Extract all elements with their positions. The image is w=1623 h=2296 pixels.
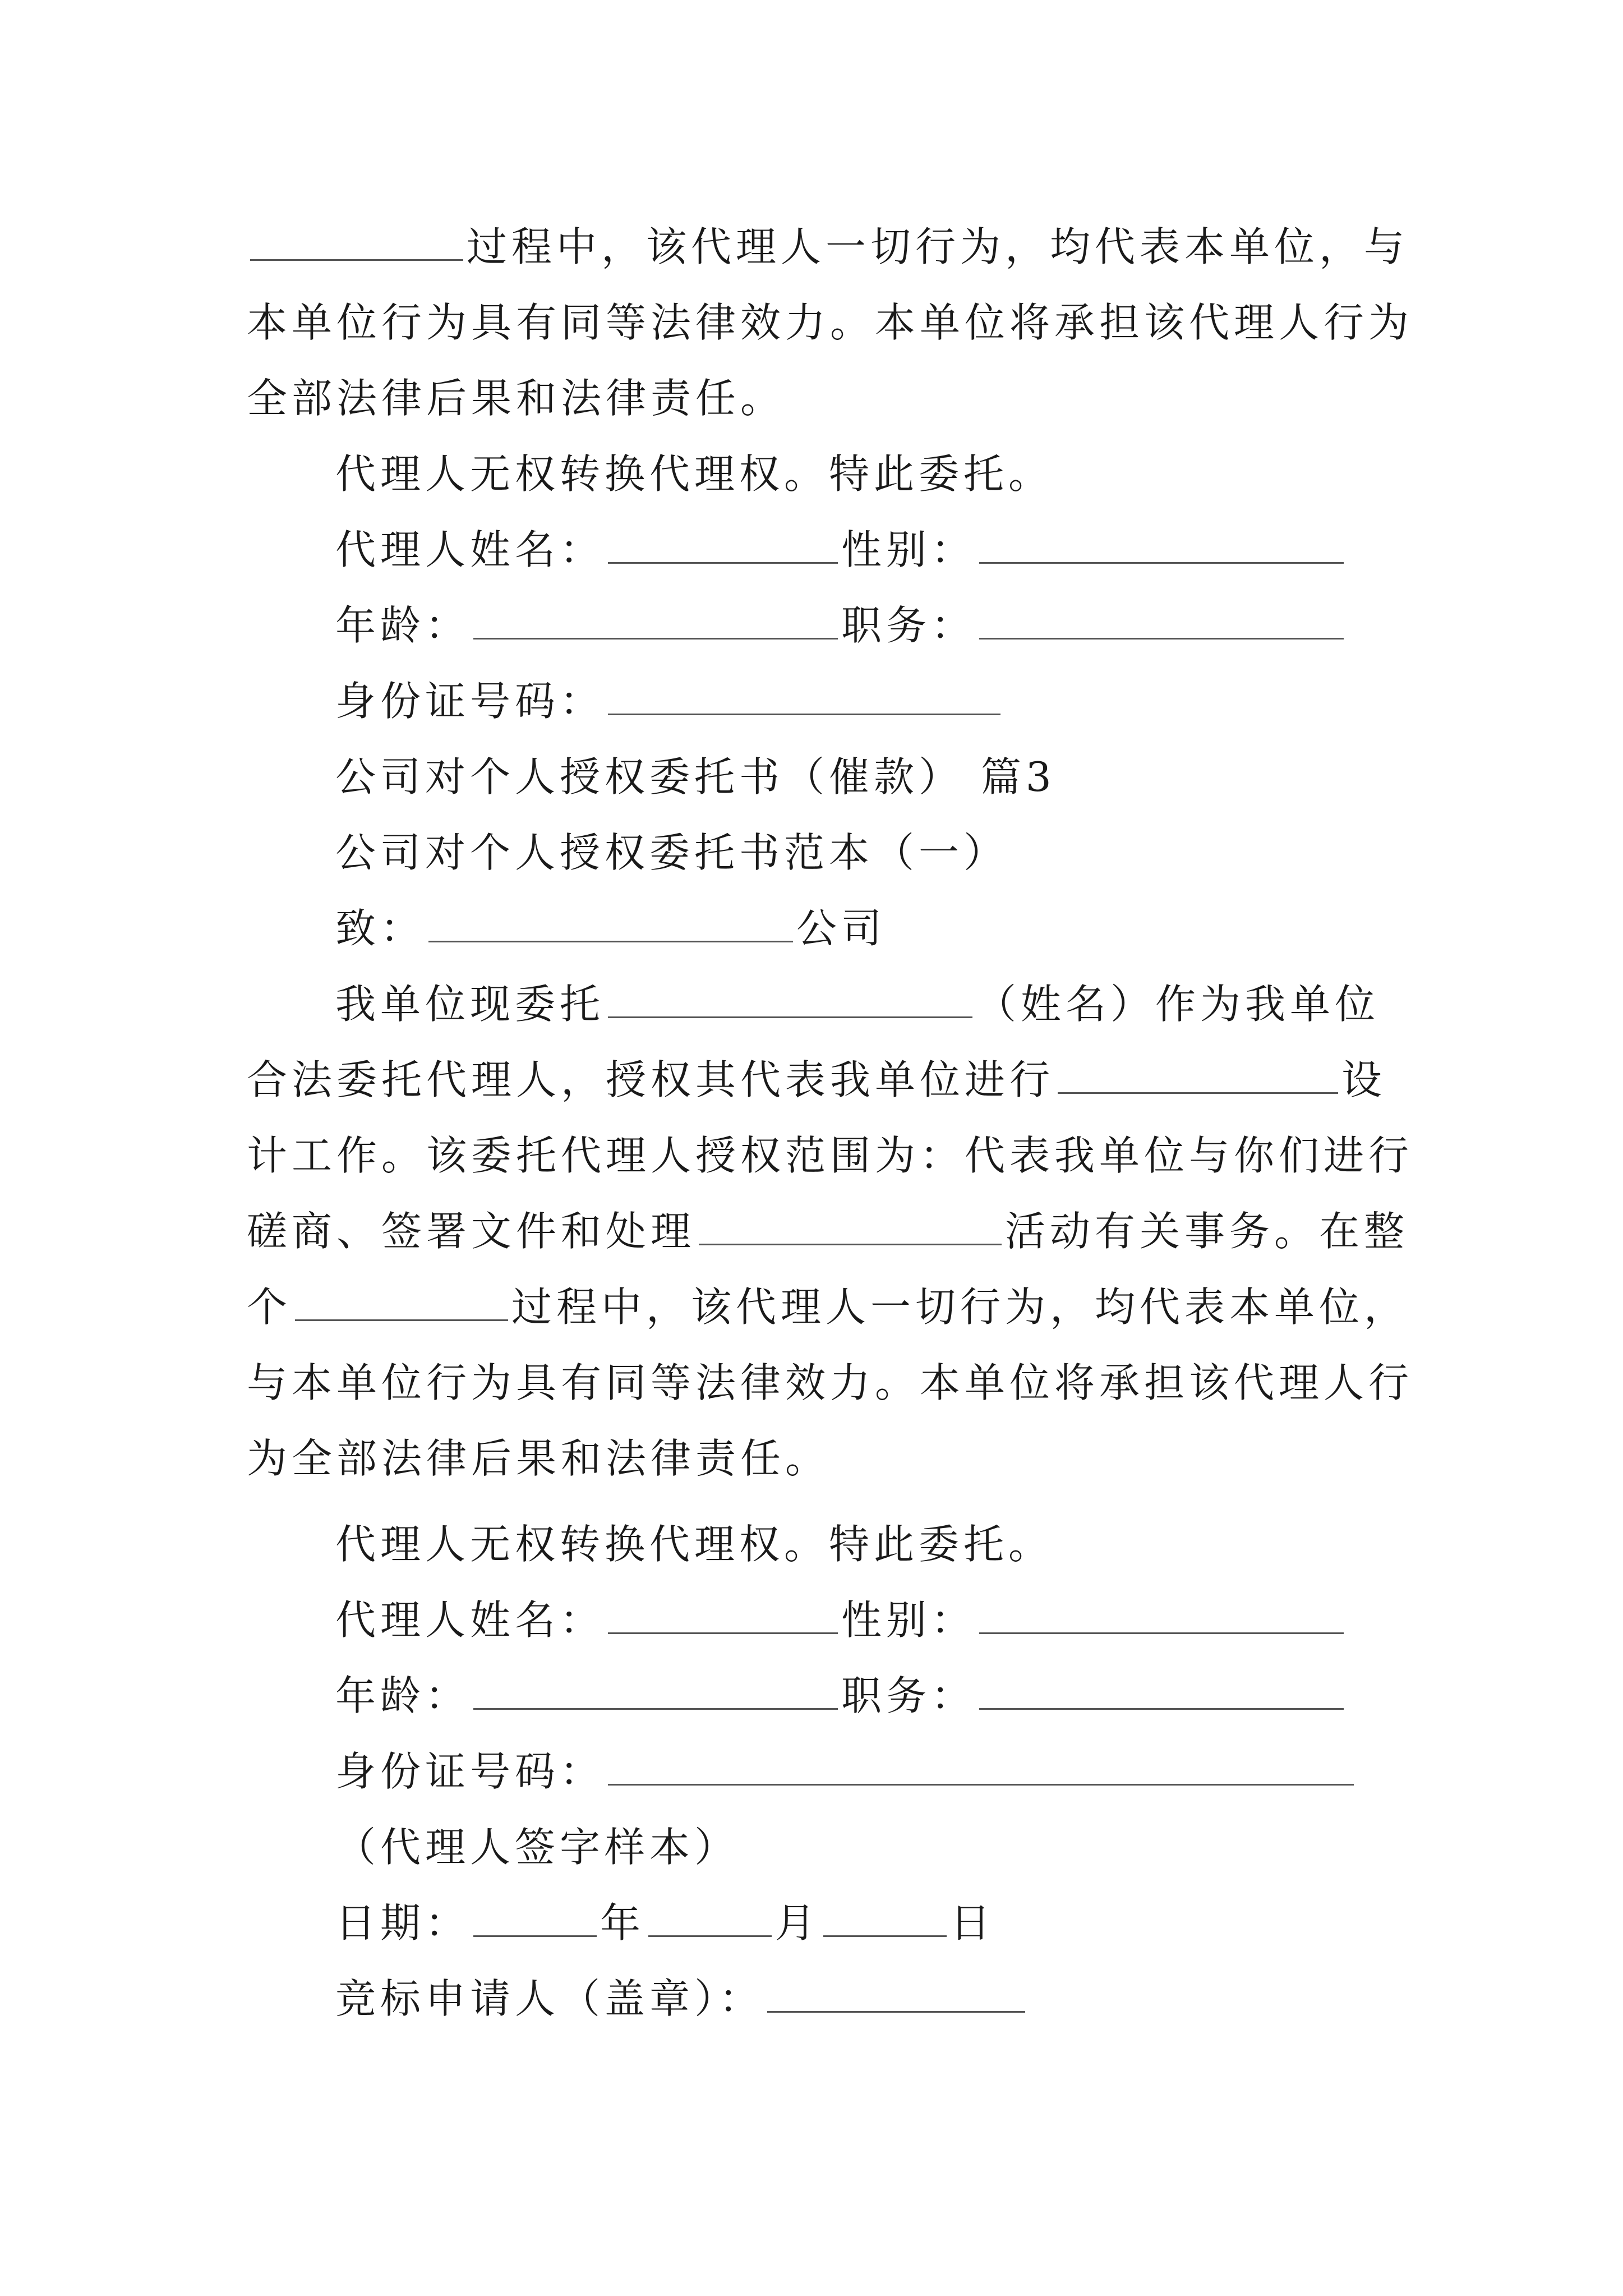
field-label: 年龄： [335, 602, 471, 649]
text-segment: 设 [1341, 1056, 1387, 1103]
field-label: 身份证号码： [335, 678, 605, 725]
blank-line [699, 1210, 1002, 1245]
form-row [335, 595, 1347, 656]
field-label: 性别： [841, 526, 976, 573]
text-line: （代理人签字样本） [335, 1824, 740, 1871]
field-label: 性别： [841, 1596, 976, 1644]
text-segment: 我单位现委托 [335, 981, 605, 1028]
text-line: 代理人无权转换代理权。特此委托。 [335, 1521, 1054, 1568]
blank-line [250, 226, 463, 261]
form-row [335, 1665, 1347, 1727]
blank-line [608, 680, 1000, 715]
blank-line [648, 1902, 772, 1937]
text-line [247, 1200, 1409, 1262]
field-label: 职务： [841, 602, 976, 649]
text-segment: 过程中，该代理人一切行为，均代表本单位， [511, 1283, 1409, 1331]
text-line: 本单位行为具有同等法律效力。本单位将承担该代理人行为 [247, 299, 1414, 346]
blank-line [608, 983, 972, 1018]
field-label: 代理人姓名： [335, 526, 605, 573]
field-label: 代理人姓名： [335, 1596, 605, 1644]
blank-line [1058, 1059, 1338, 1094]
blank-line [473, 1674, 838, 1710]
text-line: 全部法律后果和法律责任。 [247, 375, 786, 422]
text-segment: 个 [247, 1283, 292, 1331]
text-segment: （姓名）作为我单位 [976, 981, 1380, 1028]
blank-line [608, 1599, 838, 1634]
blank-line [473, 604, 838, 639]
blank-line [473, 1902, 597, 1937]
text-line [247, 216, 1409, 278]
field-label: 公司 [796, 905, 887, 952]
blank-line [428, 907, 793, 942]
form-row [335, 519, 1347, 581]
text-segment: 活动有关事务。在整 [1005, 1208, 1409, 1255]
field-label: 致： [335, 905, 426, 952]
section-heading: 公司对个人授权委托书（催款） 篇3 [335, 753, 1056, 800]
text-line [247, 1049, 1386, 1111]
form-row [335, 1589, 1347, 1651]
field-label: 职务： [841, 1672, 976, 1719]
blank-line [767, 1977, 1025, 2013]
blank-line [823, 1902, 947, 1937]
text-line: 计工作。该委托代理人授权范围为：代表我单位与你们进行 [247, 1132, 1414, 1179]
form-row [335, 898, 886, 959]
text-line [247, 1276, 1409, 1338]
blank-line [979, 1674, 1344, 1710]
text-line: 代理人无权转换代理权。特此委托。 [335, 450, 1054, 498]
field-label: 月 [775, 1899, 820, 1947]
blank-line [979, 528, 1344, 564]
text-segment: 过程中，该代理人一切行为，均代表本单位，与 [467, 223, 1409, 270]
text-line [335, 973, 1380, 1035]
field-label: 身份证号码： [335, 1748, 605, 1795]
field-label: 日 [950, 1899, 995, 1947]
form-row [335, 1892, 995, 1954]
field-label: 日期： [335, 1899, 471, 1947]
field-label: 年龄： [335, 1672, 471, 1719]
form-row [335, 1968, 1029, 2030]
blank-line [295, 1286, 508, 1321]
field-label: 竞标申请人（盖章）： [335, 1975, 764, 2022]
blank-line [608, 528, 838, 564]
form-row [335, 1741, 1357, 1802]
section-subheading: 公司对个人授权委托书范本（一） [335, 829, 1009, 876]
form-row [335, 670, 1004, 732]
text-line: 为全部法律后果和法律责任。 [247, 1435, 831, 1482]
blank-line [979, 604, 1344, 639]
text-segment: 合法委托代理人，授权其代表我单位进行 [247, 1056, 1055, 1103]
blank-line [608, 1750, 1354, 1786]
blank-line [979, 1599, 1344, 1634]
text-segment: 磋商、签署文件和处理 [247, 1208, 696, 1255]
field-label: 年 [600, 1899, 645, 1947]
text-line: 与本单位行为具有同等法律效力。本单位将承担该代理人行 [247, 1359, 1414, 1406]
